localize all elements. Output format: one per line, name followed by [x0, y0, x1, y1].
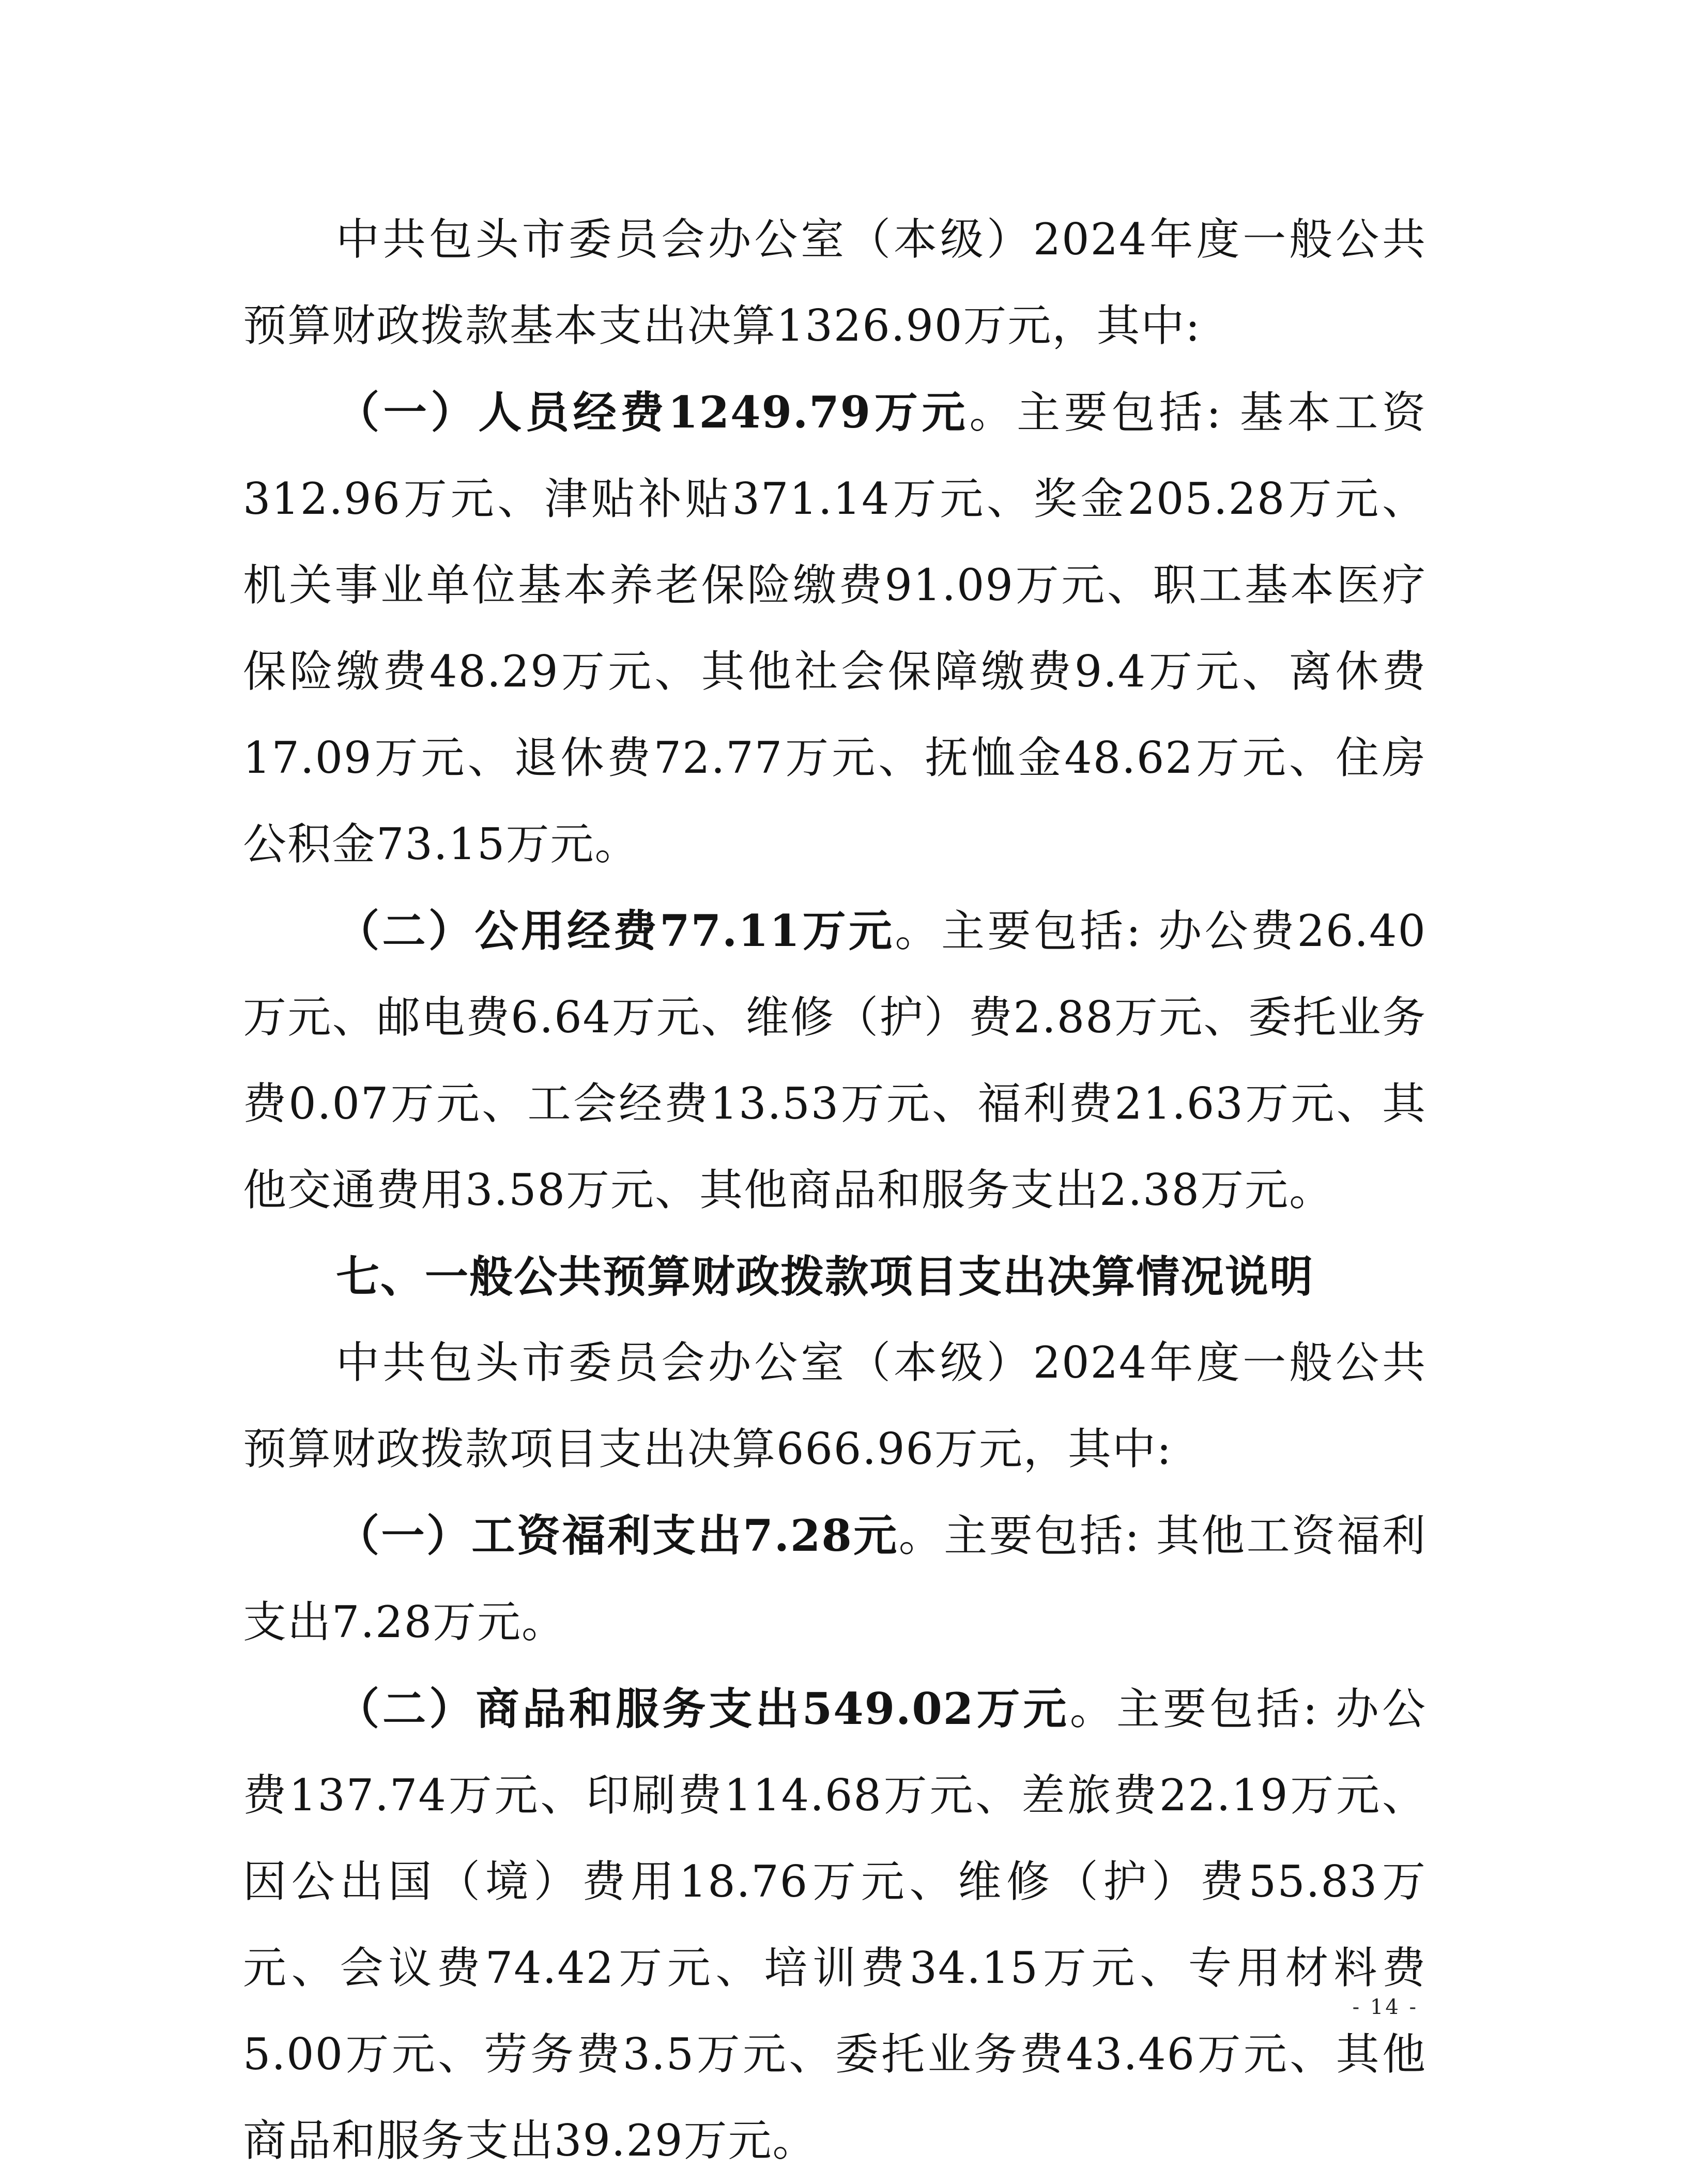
- paragraph-text: 。主要包括: 基本工资312.96万元、津贴补贴371.14万元、奖金205.28万元、机关事业单位基本养老保险缴费91.09万元、职工基本医疗保险缴费48.29万元、其他社会保障缴费9.4万元、离休费17.09万元、退休费72.77万元、抚恤金48.62万元、住房公积金73.15万元。: [243, 387, 1427, 869]
- section-heading: 七、一般公共预算财政拨款项目支出决算情况说明: [336, 1251, 1314, 1302]
- paragraph-text: 。主要包括: 办公费137.74万元、印刷费114.68万元、差旅费22.19万元、因公出国（境）费用18.76万元、维修（护）费55.83万元、会议费74.42万元、培训费34.15万元、专用材料费5.00万元、劳务费3.5万元、委托业务费43.46万元、其他商品和服务支出39.29万元。: [243, 1684, 1427, 2166]
- paragraph-wage-welfare: [243, 1492, 1427, 1666]
- paragraph-basic-expenditure-intro: [243, 196, 1427, 369]
- paragraph-text: 。主要包括: 办公费26.40万元、邮电费6.64万元、维修（护）费2.88万元、委托业务费0.07万元、工会经费13.53万元、福利费21.63万元、其他交通费用3.58万元、其他商品和服务支出2.38万元。: [243, 906, 1427, 1215]
- paragraph-goods-services: [243, 1666, 1427, 2184]
- paragraph-text: 中共包头市委员会办公室（本级）2024年度一般公共预算财政拨款基本支出决算1326.90万元，其中:: [243, 214, 1427, 351]
- paragraph-lead: （二）公用经费77.11万元: [336, 905, 895, 956]
- paragraph-project-expenditure-intro: [243, 1320, 1427, 1492]
- document-page: [243, 196, 1427, 2184]
- page-number: - 14 -: [1352, 1995, 1418, 2019]
- paragraph-public-expenses: [243, 888, 1427, 1233]
- paragraph-text: 中共包头市委员会办公室（本级）2024年度一般公共预算财政拨款项目支出决算666.96万元，其中:: [243, 1337, 1427, 1474]
- paragraph-lead: （二）商品和服务支出549.02万元: [336, 1683, 1070, 1734]
- paragraph-personnel-expenses: [243, 369, 1427, 888]
- paragraph-lead: （一）人员经费1249.79万元: [336, 387, 970, 438]
- paragraph-text: 。主要包括: 其他工资福利支出7.28万元。: [243, 1510, 1427, 1647]
- paragraph-lead: （一）工资福利支出7.28元: [336, 1510, 899, 1561]
